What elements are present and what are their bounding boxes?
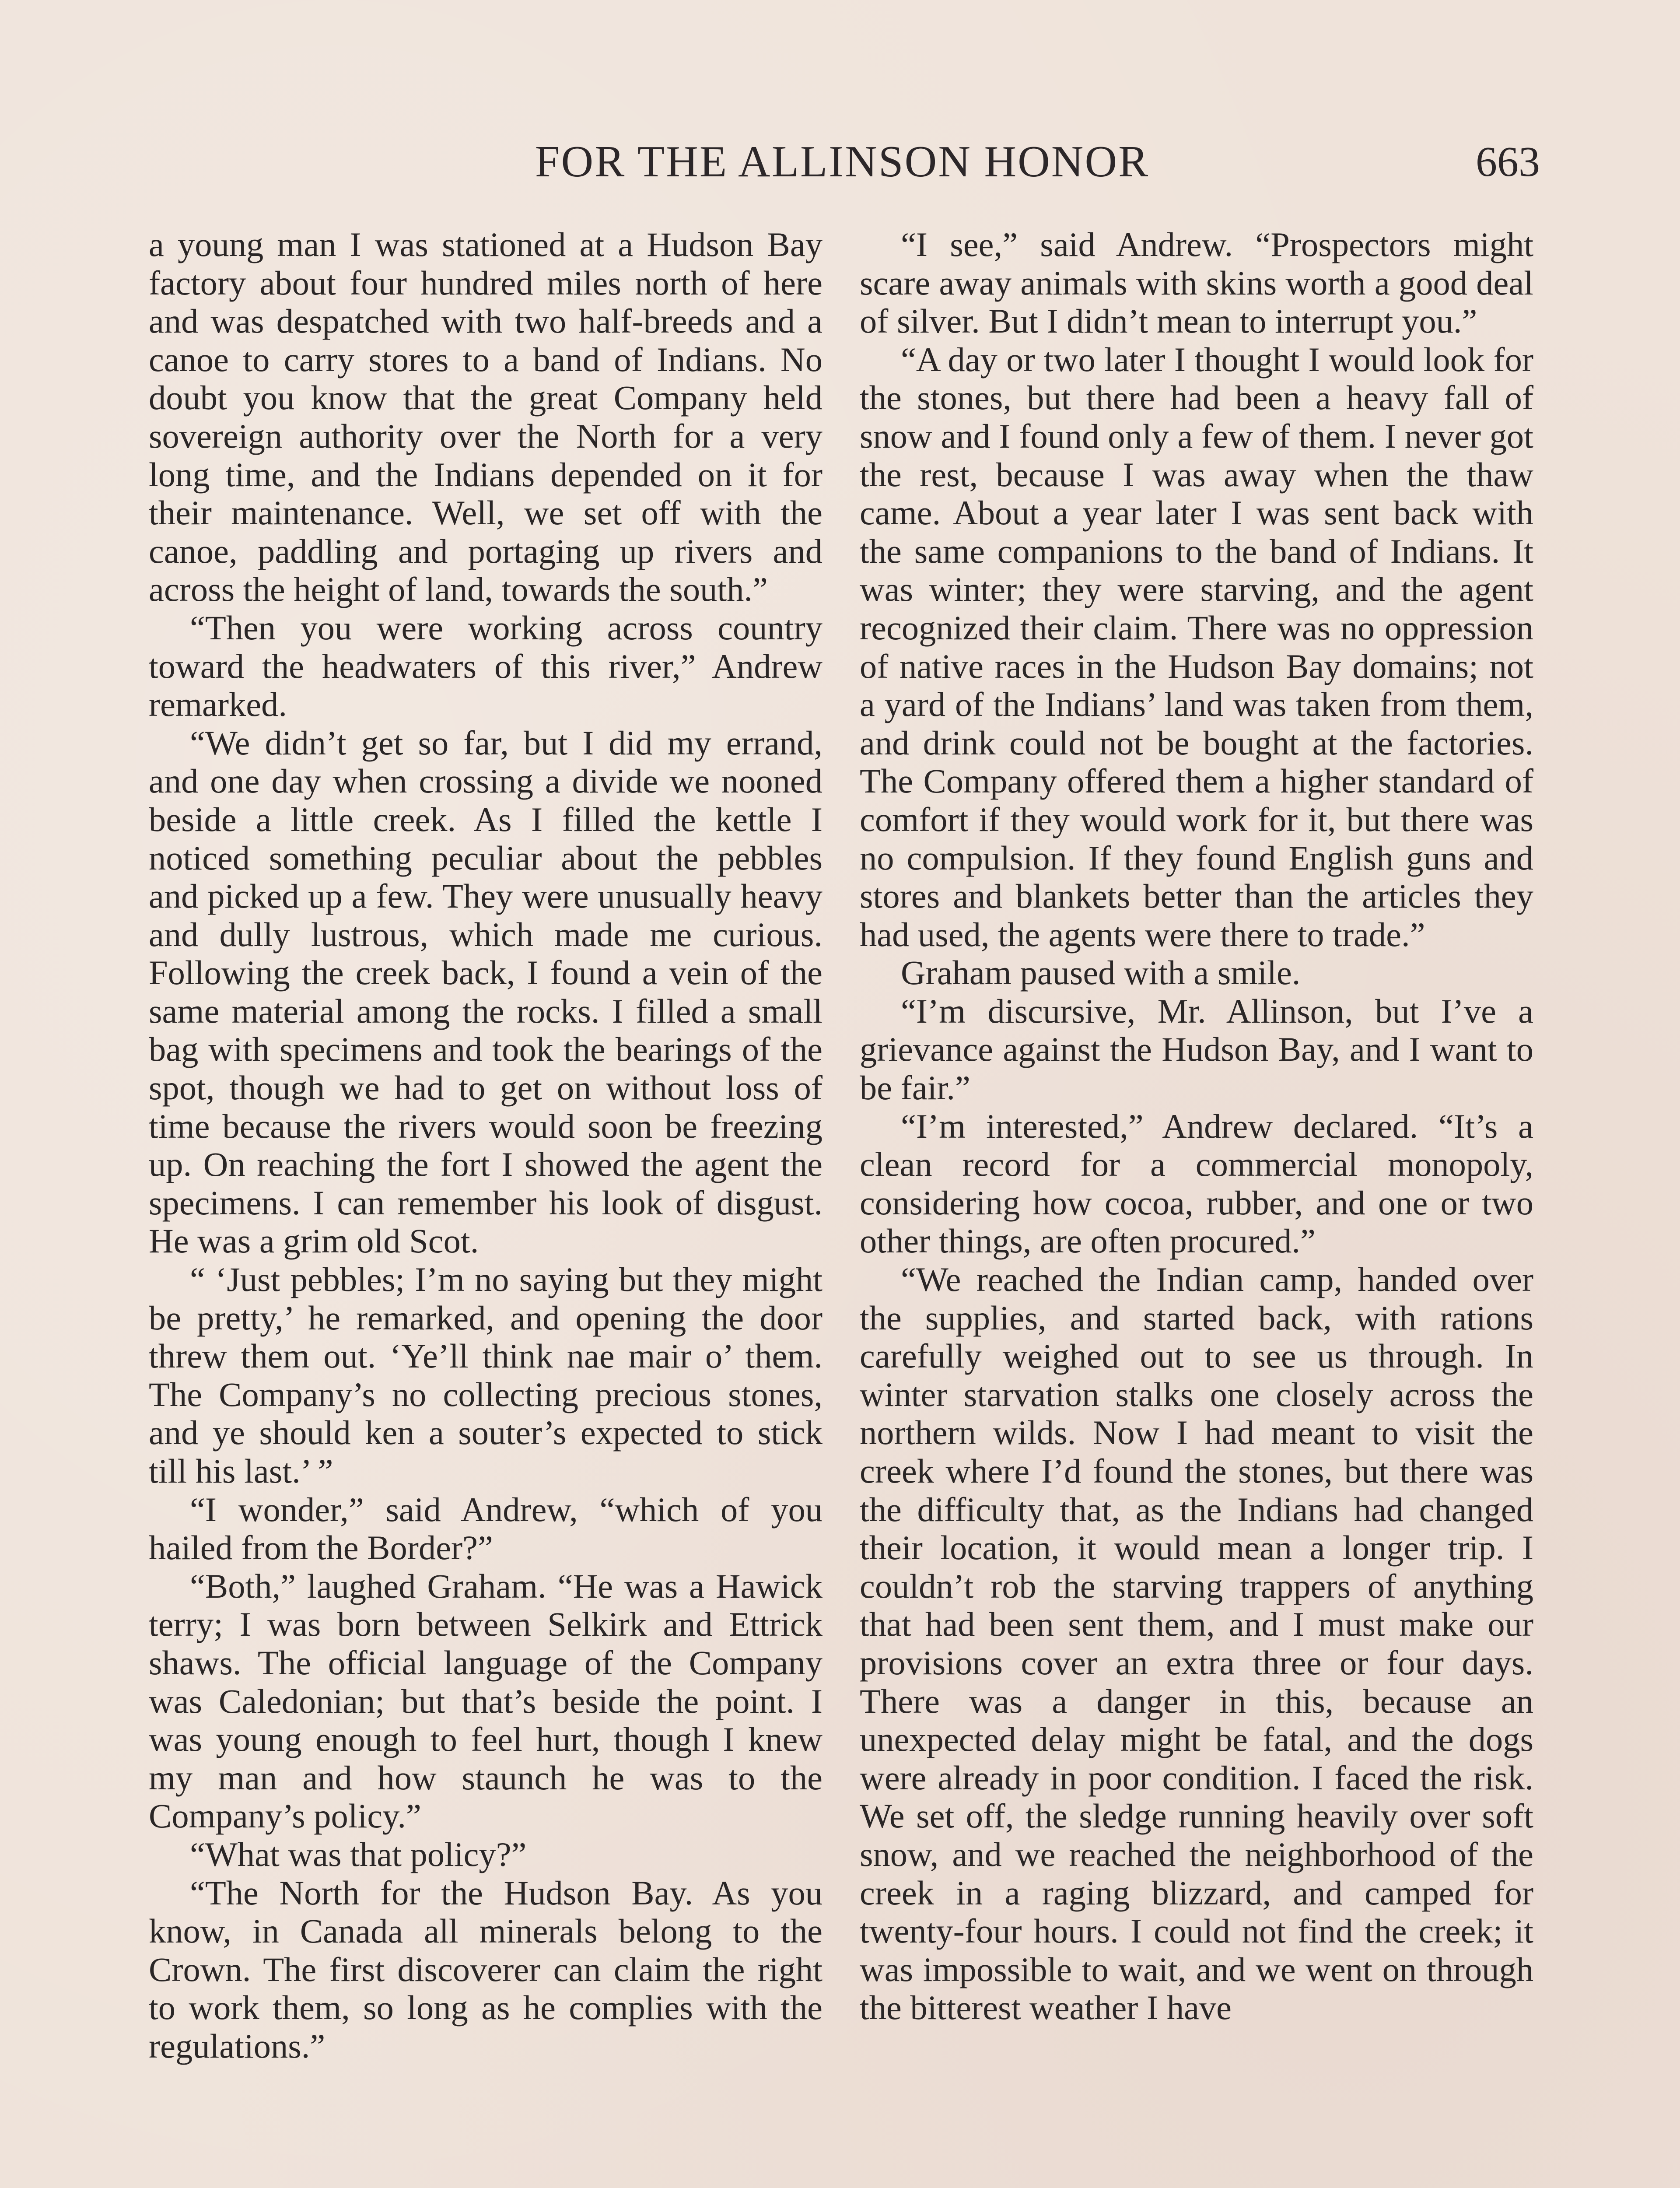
paragraph: “I’m discursive, Mr. Allinson, but I’ve a grievance against the Hudson Bay, and I want to be fair.” bbox=[860, 992, 1533, 1107]
paragraph: “A day or two later I thought I would look for the stones, but there had been a heavy fall of snow and I found only a few of them. I never got the rest, because I was away when the thaw came. About a year later I was sent back with the same companions to the band of Indians. It was winter; they were starving, and the agent recognized their claim. There was no oppression of native races in the Hudson Bay domains; not a yard of the Indians’ land was taken from them, and drink could not be bought at the factories. The Company offered them a higher standard of comfort if they would work for it, but there was no compulsion. If they found English guns and stores and blankets better than the articles they had used, the agents were there to trade.” bbox=[860, 340, 1533, 954]
page-number: 663 bbox=[1476, 138, 1540, 186]
paragraph: “Both,” laughed Graham. “He was a Hawick terry; I was born between Selkirk and Ettrick shaws. The official language of the Company was Caledonian; but that’s beside the point. I was young enough to feel hurt, though I knew my man and how staunch he was to the Company’s policy.” bbox=[149, 1567, 822, 1835]
paragraph: “ ‘Just pebbles; I’m no saying but they might be pretty,’ he remarked, and opening the door threw them out. ‘Ye’ll think nae mair o’ them. The Company’s no collecting precious stones, and ye should ken a souter’s expected to stick till his last.’ ” bbox=[149, 1260, 822, 1490]
paragraph: “Then you were working across country toward the headwaters of this river,” Andrew remarked. bbox=[149, 608, 822, 724]
paragraph: a young man I was stationed at a Hudson Bay factory about four hundred miles north of here and was despatched with two half-breeds and a canoe to carry stores to a band of Indians. No doubt you know that the great Company held sovereign authority over the North for a very long time, and the Indians depended on it for their maintenance. Well, we set off with the canoe, paddling and portaging up rivers and across the height of land, towards the south.” bbox=[149, 225, 822, 609]
paragraph: Graham paused with a smile. bbox=[901, 954, 1301, 992]
paragraph: “We reached the Indian camp, handed over the supplies, and started back, with rations carefully weighed out to see us through. In winter starvation stalks one closely across the northern wilds. Now I had meant to visit the creek where I’d found the stones, but there was the difficulty that, as the Indians had changed their location, it would mean a longer trip. I couldn’t rob the starving trappers of anything that had been sent them, and I must make our provisions cover an extra three or four days. There was a danger in this, because an unexpected delay might be fatal, and the dogs were already in poor condition. I faced the risk. We set off, the sledge running heavily over soft snow, and we reached the neighborhood of the creek in a raging blizzard, and camped for twenty-four hours. I could not find the creek; it was impossible to wait, and we went on through the bitterest weather I have bbox=[860, 1260, 1533, 2027]
page-header bbox=[144, 131, 1540, 193]
right-column bbox=[860, 225, 1533, 2027]
paragraph: “I wonder,” said Andrew, “which of you hailed from the Border?” bbox=[149, 1490, 822, 1567]
paragraph: “The North for the Hudson Bay. As you know, in Canada all minerals belong to the Crown. The first discoverer can claim the right to work them, so long as he complies with the regulations.” bbox=[149, 1873, 822, 2065]
paragraph: “What was that policy?” bbox=[190, 1835, 527, 1873]
paragraph: “We didn’t get so far, but I did my errand, and one day when crossing a divide we nooned beside a little creek. As I filled the kettle I noticed something peculiar about the pebbles and picked up a few. They were unusually heavy and dully lustrous, which made me curious. Following the creek back, I found a vein of the same material among the rocks. I filled a small bag with specimens and took the bearings of the spot, though we had to get on without loss of time because the rivers would soon be freezing up. On reaching the fort I showed the agent the specimens. I can remember his look of disgust. He was a grim old Scot. bbox=[149, 723, 822, 1260]
paragraph: “I’m interested,” Andrew declared. “It’s a clean record for a commercial monopoly, considering how cocoa, rubber, and one or two other things, are often procured.” bbox=[860, 1107, 1533, 1260]
paragraph: “I see,” said Andrew. “Prospectors might scare away animals with skins worth a good deal of silver. But I didn’t mean to interrupt you.” bbox=[860, 225, 1533, 340]
left-column bbox=[149, 225, 822, 2065]
running-title: FOR THE ALLINSON HONOR bbox=[535, 137, 1150, 186]
